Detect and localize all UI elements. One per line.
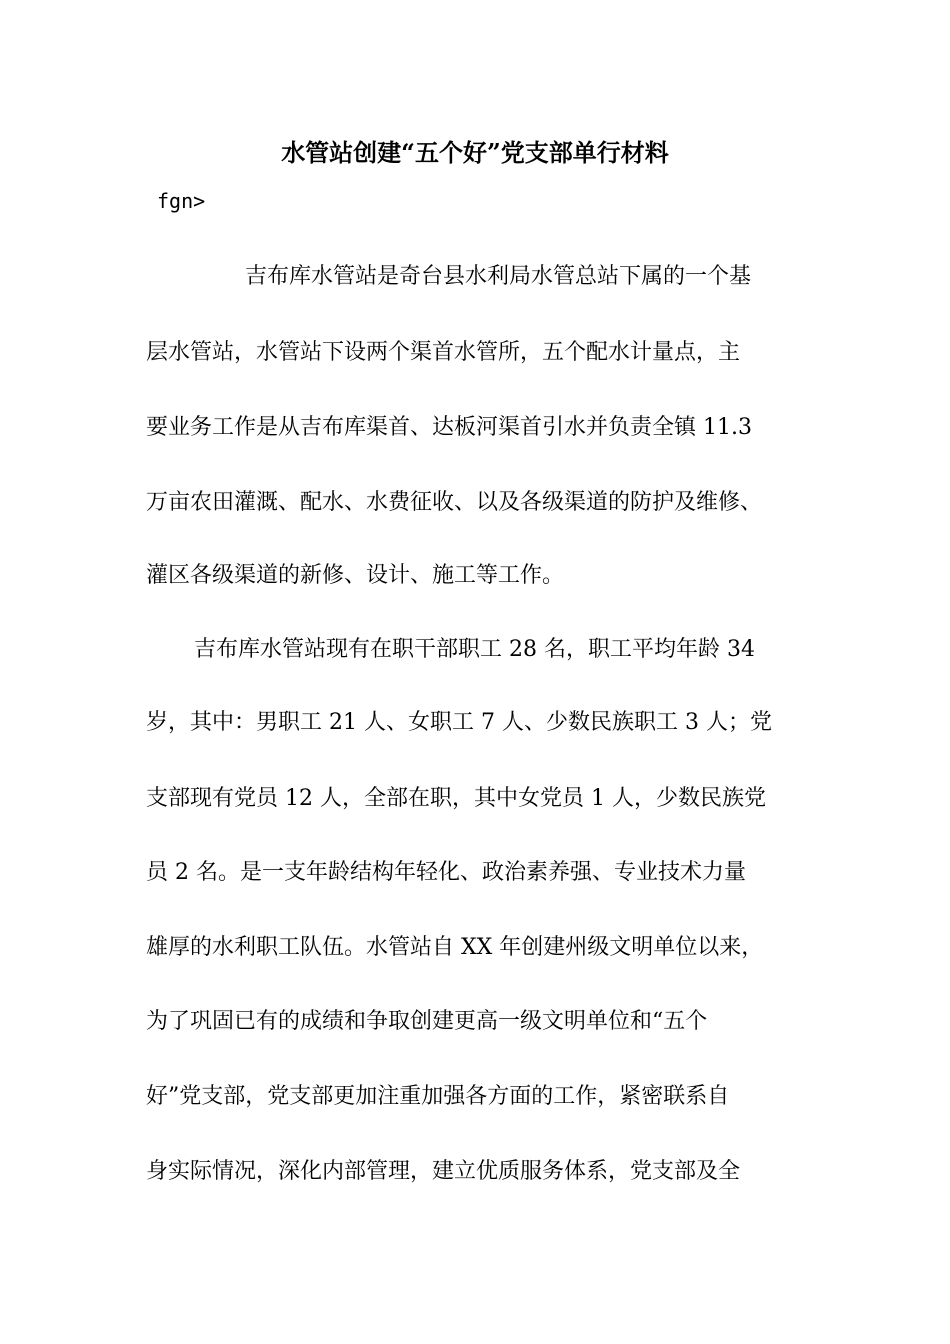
paragraph-line: 支部现有党员 12 人，全部在职，其中女党员 1 人，少数民族党 <box>146 786 766 811</box>
paragraph-line: 身实际情况，深化内部管理，建立优质服务体系，党支部及全 <box>146 1159 741 1184</box>
document-title: 水管站创建“五个好”党支部单行材料 <box>281 138 669 167</box>
paragraph-line: 雄厚的水利职工队伍。水管站自 XX 年创建州级文明单位以来， <box>146 935 764 960</box>
paragraph-line: 好”党支部，党支部更加注重加强各方面的工作，紧密联系自 <box>146 1084 730 1109</box>
paragraph-line: 灌区各级渠道的新修、设计、施工等工作。 <box>146 563 565 588</box>
paragraph-line: 要业务工作是从吉布库渠首、达板河渠首引水并负责全镇 11.3 <box>146 415 752 440</box>
paragraph-line: 万亩农田灌溉、配水、水费征收、以及各级渠道的防护及维修、 <box>146 490 763 515</box>
paragraph-line: 为了巩固已有的成绩和争取创建更高一级文明单位和“五个 <box>146 1009 708 1034</box>
paragraph-line: 吉布库水管站是奇台县水利局水管总站下属的一个基 <box>245 264 752 289</box>
document-note: fgn> <box>157 189 206 213</box>
paragraph-line: 层水管站，水管站下设两个渠首水管所，五个配水计量点，主 <box>146 340 741 365</box>
paragraph-line: 员 2 名。是一支年龄结构年轻化、政治素养强、专业技术力量 <box>146 860 746 885</box>
paragraph-line: 吉布库水管站现有在职干部职工 28 名，职工平均年龄 34 <box>194 637 755 662</box>
paragraph-line: 岁，其中：男职工 21 人、女职工 7 人、少数民族职工 3 人；党 <box>146 710 772 735</box>
